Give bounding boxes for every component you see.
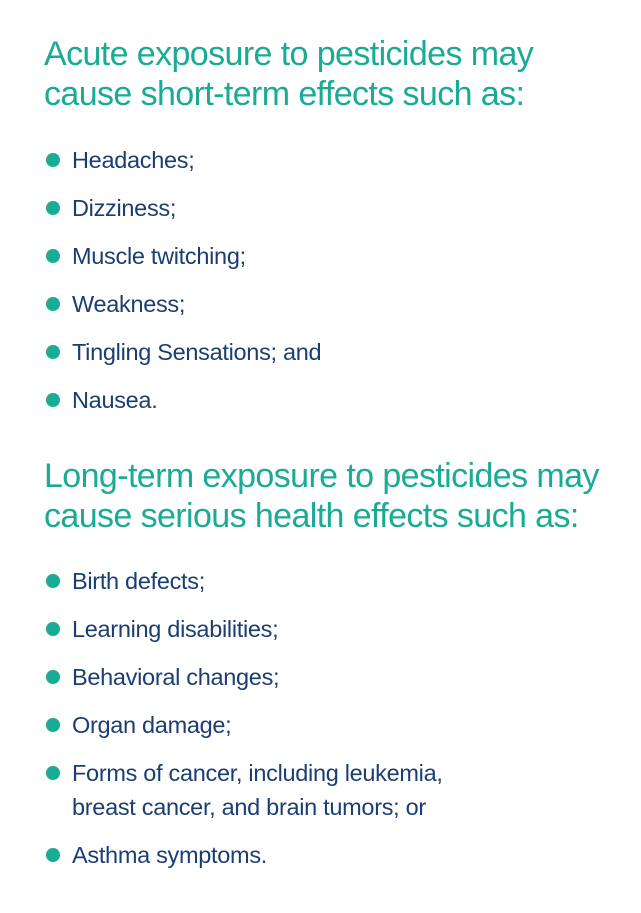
list-item: [44, 287, 604, 321]
list-item-text: Tingling Sensations; and: [72, 339, 322, 365]
list-item: [44, 660, 604, 694]
list-item: [44, 239, 604, 273]
list-item: [44, 564, 604, 598]
bullet-icon: [46, 670, 60, 684]
list-item-text: Forms of cancer, including leukemia,: [72, 760, 443, 786]
list-item-text: Behavioral changes;: [72, 664, 280, 690]
acute-heading-line-1: Acute exposure to pesticides may: [44, 35, 534, 73]
list-item-text: Organ damage;: [72, 712, 232, 738]
acute-effects-heading: [44, 34, 624, 114]
list-item: [44, 612, 604, 646]
bullet-icon: [46, 766, 60, 780]
list-item-text: Birth defects;: [72, 568, 205, 594]
list-item-text: Weakness;: [72, 291, 186, 317]
long-term-heading-line-1: Long-term exposure to pesticides may: [44, 457, 599, 495]
list-item: [44, 708, 604, 742]
long-term-effects-list: [44, 564, 604, 886]
bullet-icon: [46, 297, 60, 311]
bullet-icon: [46, 249, 60, 263]
long-term-effects-heading: [44, 456, 624, 536]
list-item: [44, 335, 604, 369]
acute-effects-list: [44, 143, 604, 431]
bullet-icon: [46, 848, 60, 862]
list-item-text: Dizziness;: [72, 195, 177, 221]
list-item-text: Learning disabilities;: [72, 616, 279, 642]
list-item: [44, 756, 604, 824]
bullet-icon: [46, 393, 60, 407]
bullet-icon: [46, 622, 60, 636]
list-item: [44, 838, 604, 872]
bullet-icon: [46, 153, 60, 167]
bullet-icon: [46, 345, 60, 359]
list-item-text: Asthma symptoms.: [72, 842, 267, 868]
list-item-text: Nausea.: [72, 387, 158, 413]
list-item-text: Muscle twitching;: [72, 243, 246, 269]
list-item-text-continued: breast cancer, and brain tumors; or: [72, 794, 426, 820]
list-item-text: Headaches;: [72, 147, 195, 173]
bullet-icon: [46, 574, 60, 588]
bullet-icon: [46, 201, 60, 215]
list-item: [44, 143, 604, 177]
list-item: [44, 191, 604, 225]
long-term-heading-line-2: cause serious health effects such as:: [44, 497, 579, 535]
bullet-icon: [46, 718, 60, 732]
list-item: [44, 383, 604, 417]
acute-heading-line-2: cause short-term effects such as:: [44, 75, 525, 113]
